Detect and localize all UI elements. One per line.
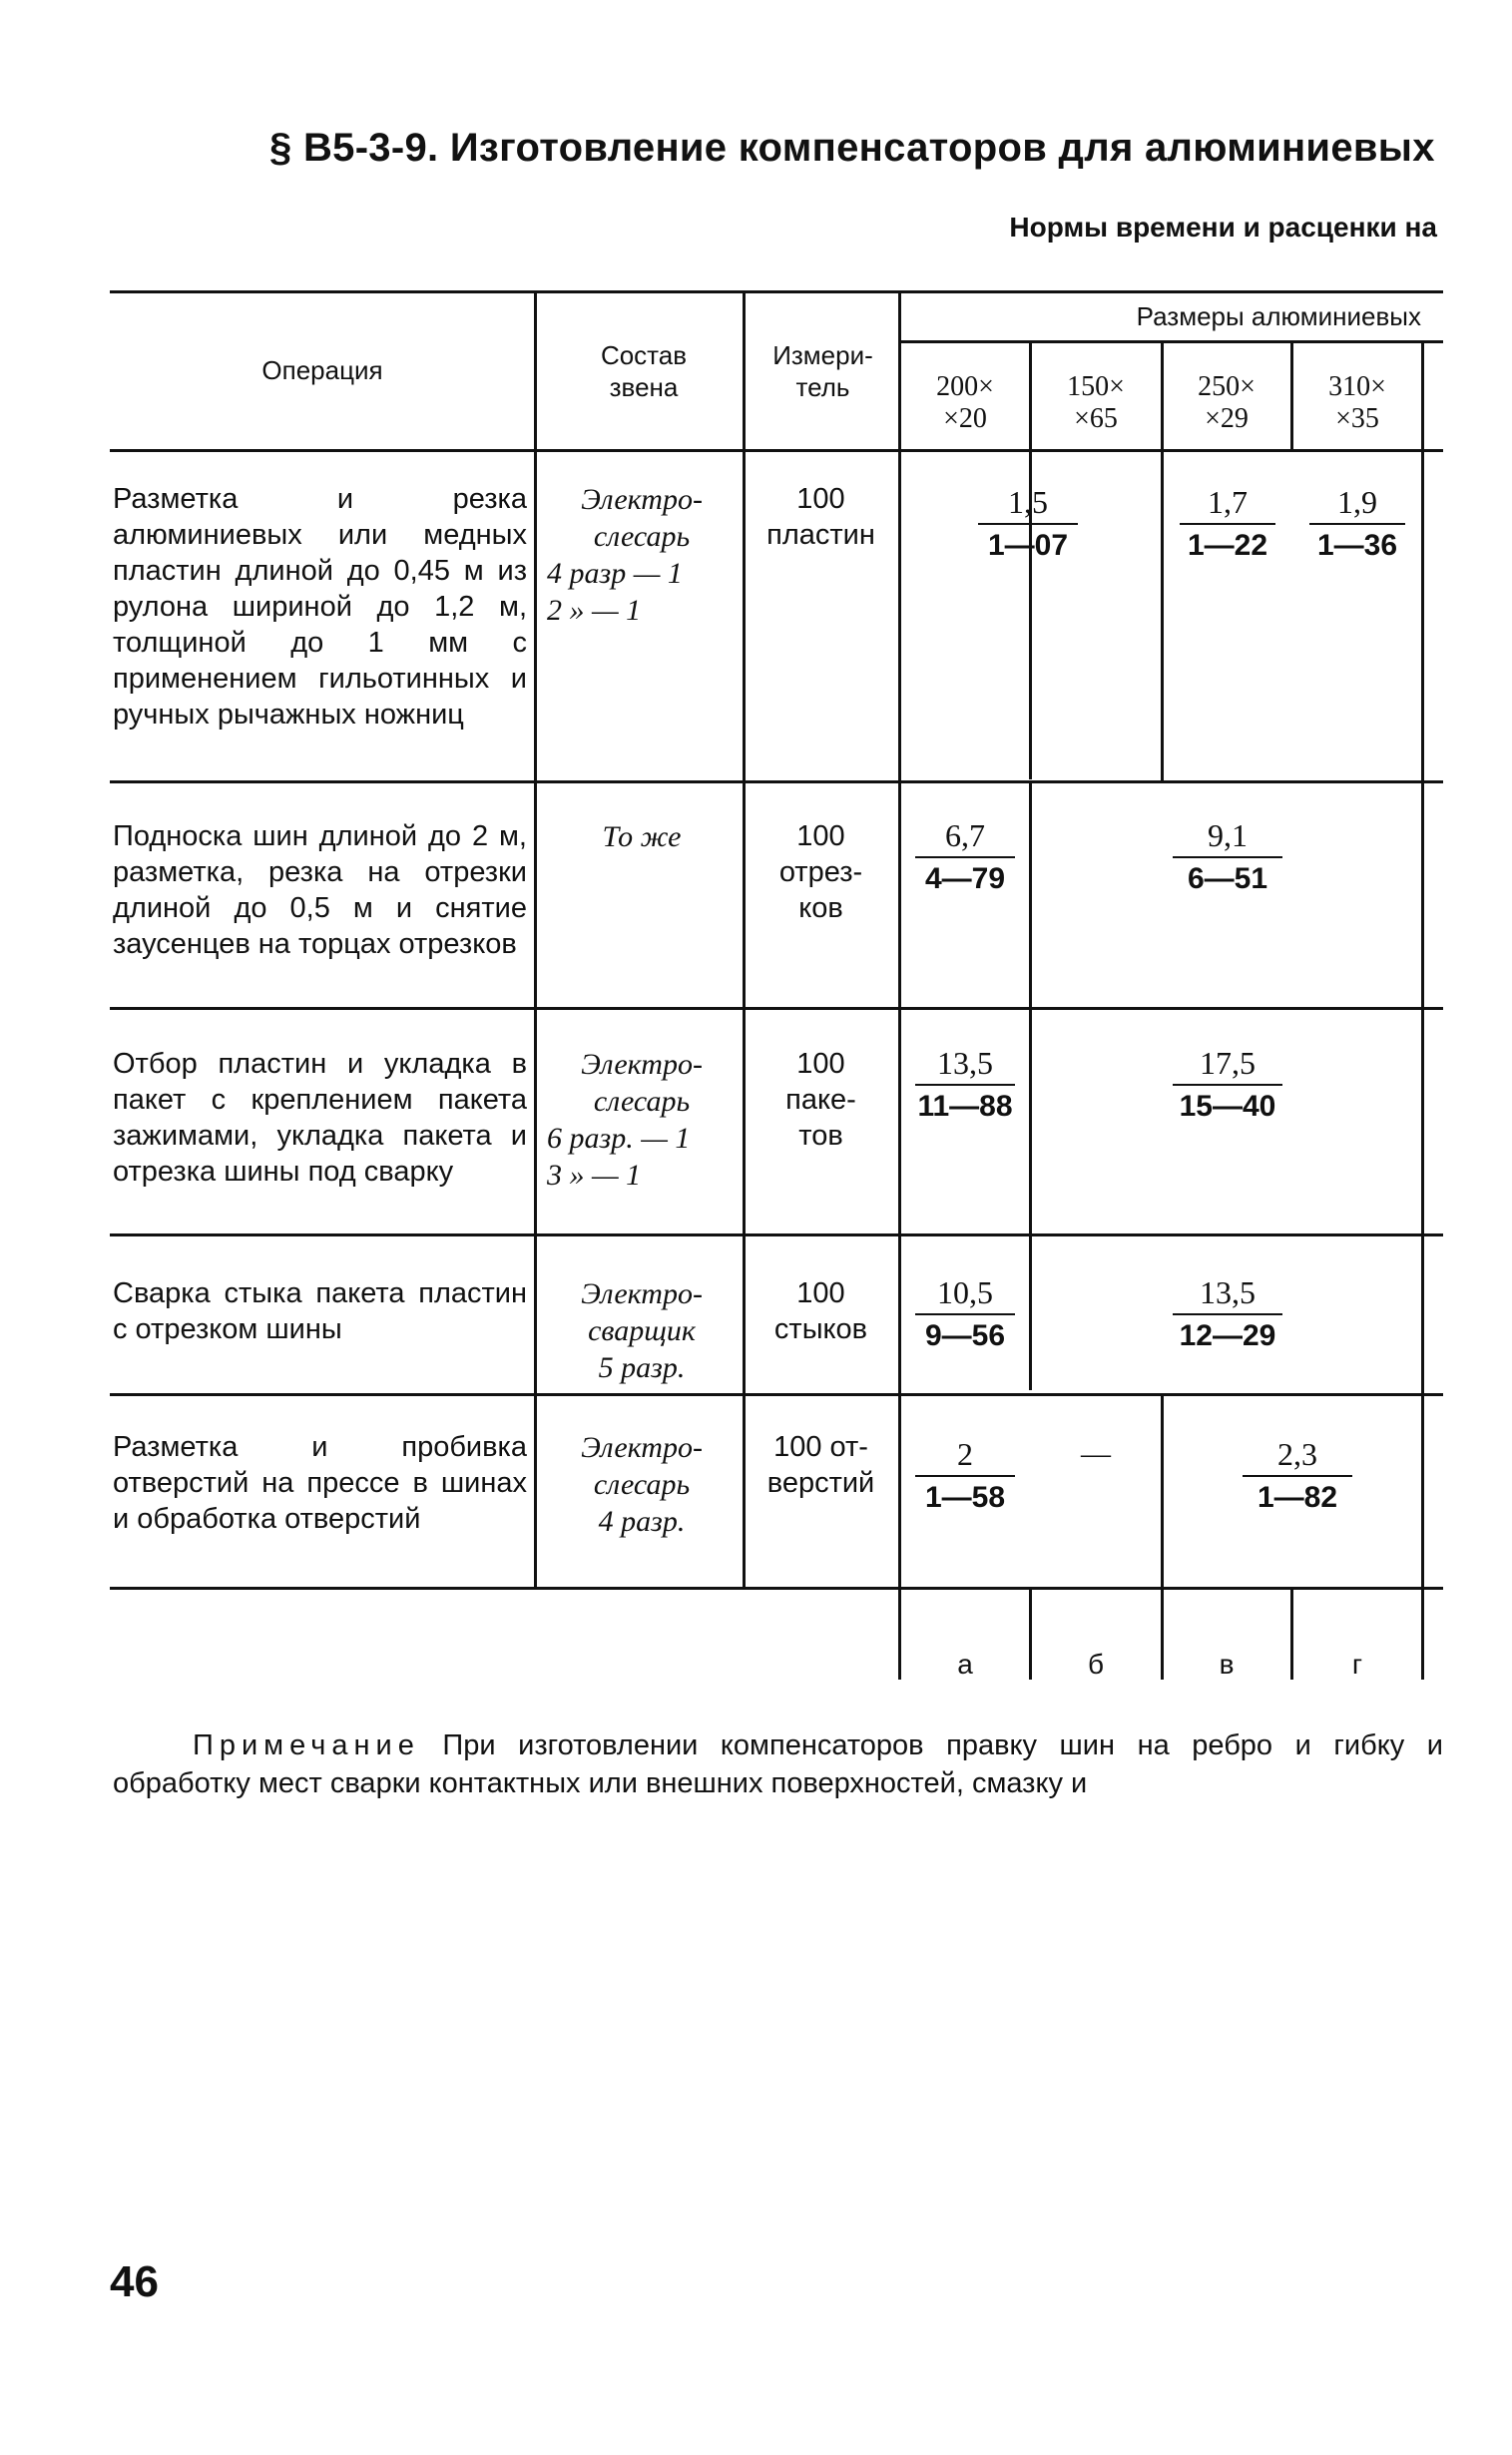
row-5-value-b-dash: — (1081, 1437, 1111, 1470)
size-group-rule (898, 340, 1443, 343)
header-crew: Состав звена (600, 340, 688, 402)
row-1-value-ab: 1,5 1—07 (938, 485, 1118, 563)
row-4-value-bcd: 13,5 12—29 (1158, 1275, 1297, 1353)
col-divider-b (1161, 340, 1164, 780)
column-letter-c: в (1219, 1649, 1235, 1680)
row-3-value-a: 13,5 11—88 (904, 1046, 1026, 1124)
row-4-value-a: 10,5 9—56 (904, 1275, 1026, 1353)
row-2-value-a: 6,7 4—79 (904, 818, 1026, 896)
column-letter-a: а (957, 1649, 973, 1680)
col-divider-a (1029, 780, 1032, 1390)
column-letter-d: г (1351, 1649, 1363, 1680)
row-1-value-c: 1,7 1—22 (1168, 485, 1287, 563)
header-measure: Измери- тель (772, 340, 873, 402)
row-4-measure: 100 стыков (773, 1277, 868, 1345)
col-divider-a (1029, 1587, 1032, 1680)
header-size-group: Размеры алюминиевых (1136, 301, 1421, 331)
footnote-label: Примечание (193, 1729, 420, 1761)
row-2-crew: То же (602, 820, 682, 853)
row-2-operation: Подноска шин длиной до 2 м, разметка, резка на отрезки длиной до 0,5 м и снятие заусенцев на торцах отрезков (113, 820, 527, 960)
table-subheading: Нормы времени и расценки на (1009, 212, 1437, 243)
row-5-crew: Электро- слесарь 4 разр. (581, 1431, 703, 1538)
header-size-b: 150× ×65 (1067, 371, 1125, 434)
row-5-value-a: 2 1—58 (904, 1437, 1026, 1515)
row-5-operation: Разметка и пробивка отверстий на прессе в шинах и обработка отверстий (113, 1431, 527, 1535)
header-size-a: 200× ×20 (936, 371, 994, 434)
row-4-operation: Сварка стыка пакета пластин с отрезком шины (113, 1277, 527, 1345)
row-1-crew: Электро- слесарь 4 разр — 1 2 » — 1 (547, 483, 703, 627)
row-3-measure: 100 паке- тов (785, 1048, 856, 1152)
table-top-rule (110, 290, 1443, 293)
col-divider-d (1421, 340, 1424, 1680)
header-operation: Операция (261, 355, 383, 385)
row-3-crew: Электро- слесарь 6 разр. — 1 3 » — 1 (547, 1048, 703, 1192)
footnote-text: При изготовлении компенсаторов правку шин на ребро и гибку и обработку мест сварки контактных или внешних поверхностей, смазку и (113, 1729, 1444, 1799)
row-4-bottom-rule (110, 1393, 1443, 1396)
header-size-c: 250× ×29 (1198, 371, 1256, 434)
col-divider-c (1290, 1587, 1293, 1680)
row-3-bottom-rule (110, 1233, 1443, 1236)
col-divider-crew (743, 290, 746, 1588)
section-heading: § В5-3-9. Изготовление компенсаторов для алюминиевых (269, 126, 1435, 170)
col-divider-c (1290, 340, 1293, 450)
row-2-value-bcd: 9,1 6—51 (1158, 818, 1297, 896)
col-divider-measure (898, 290, 901, 1680)
column-letter-b: б (1087, 1649, 1105, 1680)
row-2-measure: 100 отрез- ков (778, 820, 863, 924)
col-divider-b (1161, 1587, 1164, 1680)
footnote (113, 1726, 1443, 1802)
row-1-measure: 100 пластин (766, 483, 875, 551)
table-bottom-rule (110, 1587, 1443, 1590)
col-divider-b (1161, 1393, 1164, 1588)
row-3-operation: Отбор пластин и укладка в пакет с креплением пакета зажимами, укладка пакета и отрезка шины под сварку (113, 1048, 527, 1188)
row-1-value-d: 1,9 1—36 (1297, 485, 1417, 563)
row-5-measure: 100 от- верстий (766, 1431, 875, 1499)
header-bottom-rule (110, 449, 1443, 452)
row-4-crew: Электро- сварщик 5 разр. (581, 1277, 703, 1384)
row-1-operation: Разметка и резка алюминиевых или медных пластин длиной до 0,45 м из рулона шириной до 1,2 м, толщиной до 1 мм с применением гильотинных и ручных рычажных ножниц (113, 483, 527, 731)
row-2-bottom-rule (110, 1007, 1443, 1010)
header-size-d: 310× ×35 (1328, 371, 1386, 434)
col-divider-operation (534, 290, 537, 1588)
row-1-bottom-rule (110, 780, 1443, 783)
row-3-value-bcd: 17,5 15—40 (1158, 1046, 1297, 1124)
row-5-value-cd: 2,3 1—82 (1228, 1437, 1367, 1515)
page-number: 46 (110, 2257, 159, 2306)
